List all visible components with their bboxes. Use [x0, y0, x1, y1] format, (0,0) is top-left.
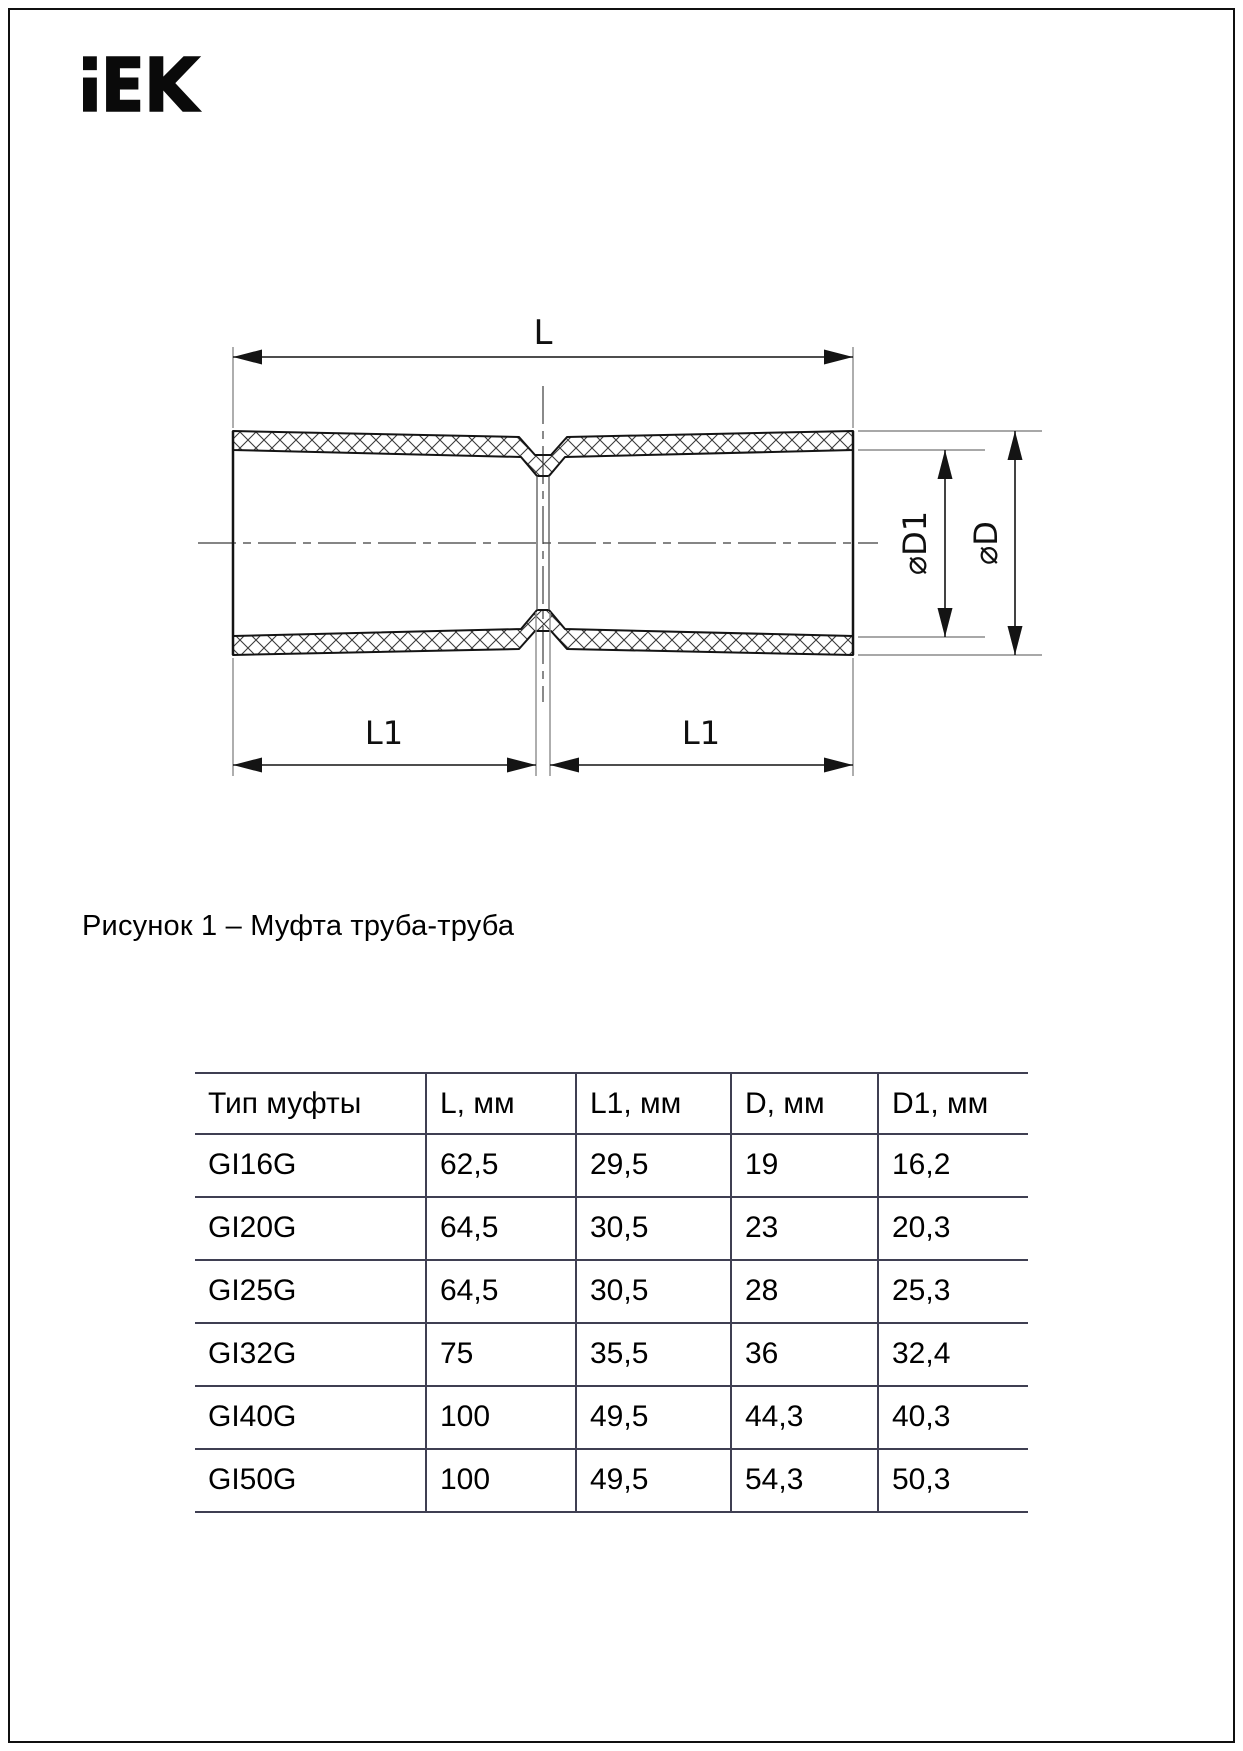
- dimension-D: [858, 431, 1042, 655]
- cell-type: GI40G: [195, 1387, 425, 1450]
- cell-type: GI20G: [195, 1198, 425, 1261]
- col-header-D1: D1, мм: [877, 1072, 1028, 1135]
- cell-D1: 32,4: [877, 1324, 1028, 1387]
- cell-D1: 50,3: [877, 1450, 1028, 1513]
- arrowhead-right-icon: [824, 758, 853, 773]
- arrowhead-down-icon: [938, 608, 953, 637]
- cell-D: 44,3: [730, 1387, 877, 1450]
- arrowhead-right-icon: [824, 350, 853, 365]
- cell-L1: 30,5: [575, 1261, 730, 1324]
- cell-D1: 40,3: [877, 1387, 1028, 1450]
- col-header-D: D, мм: [730, 1072, 877, 1135]
- cell-L1: 29,5: [575, 1135, 730, 1198]
- arrowhead-right-icon: [507, 758, 536, 773]
- cell-D: 19: [730, 1135, 877, 1198]
- cell-L: 64,5: [425, 1198, 575, 1261]
- cell-L1: 30,5: [575, 1198, 730, 1261]
- cell-L: 75: [425, 1324, 575, 1387]
- arrowhead-down-icon: [1008, 626, 1023, 655]
- cell-type: GI32G: [195, 1324, 425, 1387]
- dimension-D1-label: ⌀D1: [896, 510, 934, 576]
- cell-type: GI50G: [195, 1450, 425, 1513]
- arrowhead-left-icon: [233, 350, 262, 365]
- cell-L: 100: [425, 1387, 575, 1450]
- cell-type: GI25G: [195, 1261, 425, 1324]
- cell-D1: 20,3: [877, 1198, 1028, 1261]
- col-header-L1: L1, мм: [575, 1072, 730, 1135]
- dimension-D-label: ⌀D: [967, 521, 1005, 565]
- col-header-L: L, мм: [425, 1072, 575, 1135]
- arrowhead-left-icon: [550, 758, 579, 773]
- dimension-L1-left-label: L1: [364, 714, 404, 752]
- arrowhead-up-icon: [938, 450, 953, 479]
- arrowhead-left-icon: [233, 758, 262, 773]
- cell-D: 28: [730, 1261, 877, 1324]
- cell-D: 36: [730, 1324, 877, 1387]
- col-header-type: Тип муфты: [195, 1072, 425, 1135]
- arrowhead-up-icon: [1008, 431, 1023, 460]
- cell-L1: 49,5: [575, 1387, 730, 1450]
- cell-D1: 25,3: [877, 1261, 1028, 1324]
- dimension-L-label: L: [533, 313, 553, 353]
- cell-L: 100: [425, 1450, 575, 1513]
- cell-D: 23: [730, 1198, 877, 1261]
- cell-L: 64,5: [425, 1261, 575, 1324]
- cell-type: GI16G: [195, 1135, 425, 1198]
- cell-L1: 49,5: [575, 1450, 730, 1513]
- cell-L1: 35,5: [575, 1324, 730, 1387]
- cell-L: 62,5: [425, 1135, 575, 1198]
- dimension-L1-right-label: L1: [681, 714, 721, 752]
- figure-caption: Рисунок 1 – Муфта труба-труба: [82, 910, 515, 942]
- spec-table: [195, 1072, 1028, 1513]
- cell-D1: 16,2: [877, 1135, 1028, 1198]
- cell-D: 54,3: [730, 1450, 877, 1513]
